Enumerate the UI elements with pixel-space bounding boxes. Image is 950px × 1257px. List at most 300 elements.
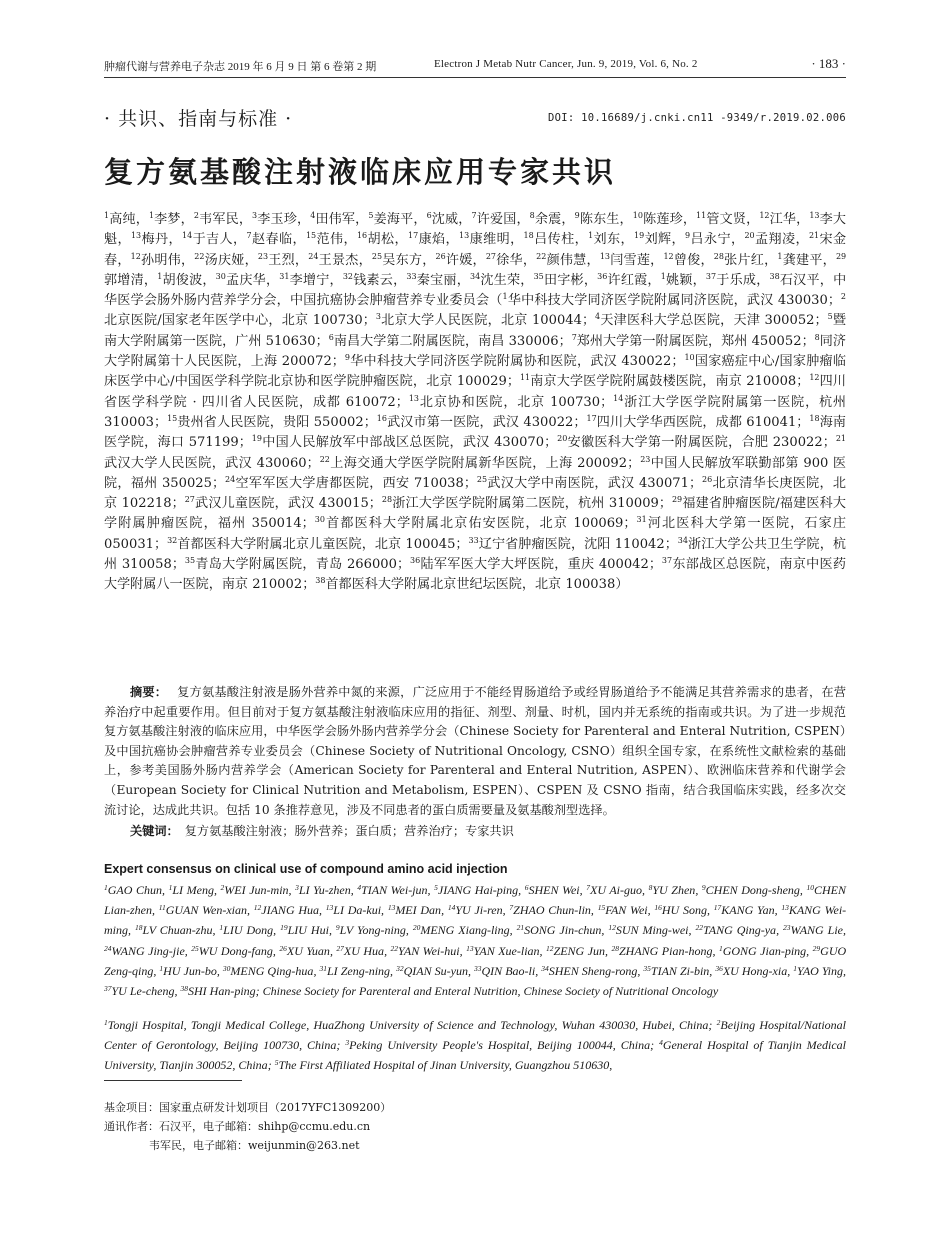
- affiliation-en: The First Affiliated Hospital of Jinan University, Guangzhou 510630,: [278, 1058, 613, 1073]
- affiliation-cn-marker: 12: [809, 373, 820, 383]
- author-name-en-marker: 1: [219, 923, 224, 933]
- affiliation-cn: 海南医学院，海口 571199: [104, 414, 846, 451]
- author-name-cn: 胡松: [367, 232, 395, 248]
- author-name-en: LI Yu-zhen: [298, 883, 351, 897]
- author-name-cn: 沈生荣: [480, 272, 521, 288]
- author-name-cn: 秦宝丽: [416, 272, 457, 288]
- author-name-en-marker: 33: [474, 963, 482, 973]
- author-name-en-marker: 24: [104, 943, 112, 953]
- author-name-en: KANG Yan: [721, 903, 775, 918]
- author-name-en: SHEN Wei: [528, 883, 580, 897]
- affiliation-cn: 四川大学华西医院，成都 610041: [596, 414, 797, 430]
- author-name-cn: 汤庆娅: [204, 252, 245, 268]
- author-name-en-marker: 9: [335, 923, 340, 933]
- author-name-en-marker: 22: [695, 923, 703, 933]
- author-name-en: XU Yuan: [286, 943, 330, 958]
- author-name-en-marker: 16: [654, 903, 662, 913]
- author-name-en-marker: 35: [643, 963, 651, 973]
- author-name-en: YU Ji-ren: [455, 903, 503, 918]
- author-name-cn-marker: 35: [533, 271, 544, 281]
- author-name-cn-marker: 1: [148, 211, 155, 220]
- author-name-en: ZHAO Chun-lin: [513, 903, 591, 918]
- author-name-cn-marker: 12: [759, 211, 770, 220]
- author-name-en-marker: 23: [783, 923, 791, 933]
- affiliation-cn-marker: 19: [251, 434, 262, 444]
- author-name-cn-marker: 16: [356, 231, 368, 241]
- affiliation-cn: 陆军军医大学大坪医院，重庆 400042: [420, 557, 649, 573]
- author-name-cn-marker: 7: [471, 211, 477, 220]
- affiliation-cn: 空军军医大学唐都医院，西安 710038: [235, 475, 464, 491]
- affiliation-cn: 武汉市第一医院，武汉 430022: [386, 414, 574, 430]
- author-name-cn-marker: 6: [426, 211, 432, 220]
- author-name-cn: 吕传柱: [533, 232, 575, 248]
- author-name-cn-marker: 12: [663, 251, 674, 261]
- affiliation-cn: 浙江大学公共卫生学院，杭州 310058: [104, 536, 846, 573]
- affiliation-cn: 南昌大学第二附属医院，南昌 330006: [333, 333, 559, 349]
- author-name-en: YU Zhen: [652, 883, 696, 897]
- author-name-cn: 孟庆华: [225, 272, 266, 288]
- author-name-en-marker: 12: [253, 903, 262, 913]
- author-name-cn-marker: 19: [634, 231, 645, 241]
- footnote-divider: [104, 1080, 242, 1081]
- author-name-en: LI Zeng-ning: [326, 963, 391, 978]
- author-name-cn-marker: 30: [215, 271, 226, 281]
- author-name-cn-marker: 15: [305, 231, 317, 241]
- author-name-cn-marker: 18: [523, 231, 534, 241]
- author-name-en: GONG Jian-ping: [722, 943, 807, 958]
- english-title: Expert consensus on clinical use of compound amino acid injection: [104, 862, 508, 876]
- affiliation-en: General Hospital of Tianjin Medical University, Tianjin 300052, China: [104, 1038, 847, 1073]
- author-name-cn: 梅丹: [141, 232, 169, 248]
- author-name-en: TIAN Zi-bin: [650, 963, 710, 978]
- author-name-cn: 郭增清: [104, 272, 144, 288]
- author-name-en: QIN Bao-li: [481, 963, 536, 978]
- author-name-en: CHEN Dong-sheng: [705, 883, 800, 897]
- author-name-cn: 于乐成: [716, 272, 757, 288]
- affiliation-cn-marker: 38: [315, 576, 326, 586]
- author-name-en: SUN Ming-wei: [615, 923, 689, 938]
- affiliation-cn-marker: 5: [827, 312, 833, 322]
- author-name-cn-marker: 25: [371, 251, 383, 261]
- author-name-cn: 王景杰: [318, 252, 359, 268]
- author-name-en-marker: 21: [516, 923, 525, 933]
- author-name-en: MEI Dan: [395, 903, 442, 918]
- author-name-cn: 田字彬: [543, 272, 584, 288]
- author-name-cn: 赵春临: [251, 232, 293, 248]
- author-name-cn-marker: 7: [246, 231, 252, 241]
- affiliation-en: Peking University People's Hospital, Beijing 100044, China: [349, 1038, 651, 1053]
- author-name-cn-marker: 27: [485, 251, 497, 261]
- affiliation-cn-marker: 2: [840, 292, 847, 302]
- author-name-cn-marker: 22: [536, 251, 547, 261]
- affiliation-cn-marker: 31: [636, 515, 647, 525]
- author-name-en-marker: 19: [280, 923, 288, 933]
- author-name-cn: 闫雪莲: [610, 252, 651, 268]
- author-name-en: LV Chuan-zhu: [142, 923, 213, 938]
- author-name-en-marker: 2: [220, 883, 225, 892]
- affiliation-cn-marker: 20: [557, 434, 568, 444]
- footnotes: [104, 1098, 391, 1155]
- author-name-cn-marker: 13: [599, 251, 610, 261]
- doi: DOI: 10.16689/j.cnki.cn11 -9349/r.2019.02.006: [548, 112, 846, 124]
- author-name-en: MENG Qing-hua: [230, 963, 314, 978]
- author-name-en: XU Hua: [343, 943, 385, 958]
- author-name-en-marker: 6: [524, 883, 529, 892]
- affiliation-cn: 国家癌症中心/国家肿瘤临床医学中心/中国医学科学院北京协和医学院肿瘤医院，北京 100029: [104, 354, 846, 390]
- author-name-cn: 孙明伟: [140, 252, 181, 268]
- affiliation-cn-marker: 21: [835, 434, 846, 444]
- affiliation-cn: 首都医科大学附属北京世纪坛医院，北京 100038: [325, 577, 616, 593]
- affiliation-cn: 华中科技大学同济医学院附属同济医院，武汉 430030: [507, 293, 828, 309]
- author-name-cn-marker: 38: [769, 271, 780, 281]
- author-name-en-marker: 3: [295, 883, 299, 892]
- affiliation-cn: 青岛大学附属医院，青岛 266000: [195, 557, 397, 573]
- affiliation-cn-marker: 22: [319, 454, 330, 464]
- affiliation-cn-marker: 6: [328, 332, 334, 342]
- affiliation-cn-marker: 32: [167, 535, 178, 545]
- author-name-cn: 吕永宁: [690, 232, 731, 248]
- author-name-cn: 姚颖: [665, 272, 693, 288]
- author-name-en: LI Da-kui: [333, 903, 382, 918]
- author-name-en: YAN Wei-hui: [398, 943, 460, 958]
- author-name-cn-marker: 9: [685, 231, 691, 241]
- affiliation-cn-marker: 24: [225, 474, 236, 484]
- author-name-en-marker: 28: [611, 943, 619, 953]
- author-name-en: SHI Han-ping: [188, 984, 256, 999]
- affiliation-cn: 同济大学附属第十人民医院，上海 200072: [104, 333, 846, 370]
- affiliation-cn: 北京大学人民医院，北京 100044: [380, 313, 582, 329]
- author-name-cn: 张片红: [723, 252, 765, 268]
- affiliation-cn-marker: 28: [381, 495, 393, 505]
- affiliation-cn: 北京医院/国家老年医学中心，北京 100730: [104, 313, 363, 329]
- author-name-en-marker: 8: [648, 883, 653, 892]
- affiliation-cn-marker: 8: [814, 332, 820, 342]
- affiliation-cn: 四川省医学科学院 · 四川省人民医院，成都 610072: [104, 374, 846, 410]
- author-name-en: QIAN Su-yun: [403, 963, 468, 978]
- affiliation-cn-marker: 7: [571, 332, 577, 342]
- affiliation-cn: 南京大学医学院附属鼓楼医院，南京 210008: [530, 374, 797, 390]
- author-name-en: LIU Hui: [287, 923, 329, 938]
- author-name-en: GUO Zeng-qing: [104, 943, 847, 978]
- keywords-text: 复方氨基酸注射液；肠外营养；蛋白质；营养治疗；专家共识: [184, 824, 514, 838]
- author-name-en-marker: 31: [319, 963, 327, 973]
- author-name-cn-marker: 10: [632, 211, 643, 220]
- affiliation-cn-marker: 27: [184, 495, 195, 505]
- author-name-en-marker: 9: [701, 883, 706, 892]
- author-affiliation-block: $^1$高纯，$^1$李梦，$^2$韦军民，$^3$李玉珍，$^4$田伟军，$^5$姜海平，$^6$沈威，$^7$许爱国，$^8$余震，$^9$陈东生，$^{10}$陈莲珍，$^{11}$管文贤，$^{12}$江华，$^{13}$李大魁，$^{13}$梅丹，$^{14}$于吉人，$^7$赵春临，$^{15}$范伟，$^{16}$胡松，$^{17}$康焰，$^{13}$康维明，$^{18}$吕传柱，$^1$刘东，$^{19}$刘辉，$^9$吕永宁，$^{20}$孟翔凌，$^{21}$宋金春，$^{12}$孙明伟，$^{22}$汤庆娅，$^{23}$王烈，$^{24}$王景杰，$^{25}$吴东方，$^{26}$许媛，$^{27}$徐华，$^{22}$颜伟慧，$^{13}$闫雪莲，$^{12}$曾俊，$^{28}$张片红，$^1$龚建平，$^{29}$郭增清，$^1$胡俊波，$^{30}$孟庆华，$^{31}$李增宁，$^{32}$钱素云，$^{33}$秦宝丽，$^{34}$沈生荣，$^{35}$田字彬，$^{36}$许红霞，$^1$姚颖，$^{37}$于乐成，$^{38}$石汉平，中华医学会肠外肠内营养学分会，中国抗癌协会肿瘤营养专业委员会（$^1$华中科技大学同济医学院附属同济医院，武汉 430030；$^2$北京医院/国家老年医学中心，北京 100730；$^3$北京大学人民医院，北京 100044；$^4$天津医科大学总医院，天津 300052；$^5$暨南大学附属第一医院，广州 510630；$^6$南昌大学第二附属医院，南昌 330006；$^7$郑州大学第一附属医院，郑州 450052；$^8$同济大学附属第十人民医院，上海 200072；$^9$华中科技大学同济医学院附属协和医院，武汉 430022；$^{10}$国家癌症中心/国家肿瘤临床医学中心/中国医学科学院北京协和医学院肿瘤医院，北京 100029；$^{11}$南京大学医学院附属鼓楼医院，南京 210008；$^{12}$四川省医学科学院 · 四川省人民医院，成都 610072；$^{13}$北京协和医院，北京 100730；$^{14}$浙江大学医学院附属第一医院，杭州 310003；$^{15}$贵州省人民医院，贵阳 550002；$^{16}$武汉市第一医院，武汉 430022；$^{17}$四川大学华西医院，成都 610041；$^{18}$海南医学院，海口 571199；$^{19}$中国人民解放军中部战区总医院，武汉 430070；$^{20}$安徽医科大学第一附属医院，合肥 230022；$^{21}$武汉大学人民医院，武汉 430060；$^{22}$上海交通大学医学院附属新华医院，上海 200092；$^{23}$中国人民解放军联勤部第 900 医院，福州 350025；$^{24}$空军军医大学唐都医院，西安 710038；$^{25}$武汉大学中南医院，武汉 430071；$^{26}$北京清华长庚医院，北京 102218；$^{27}$武汉儿童医院，武汉 430015；$^{28}$浙江大学医学院附属第二医院，杭州 310009；$^{29}$福建省肿瘤医院/福建医科大学附属肿瘤医院，福州 350014；$^{30}$首都医科大学附属北京佑安医院，北京 100069；$^{31}$河北医科大学第一医院，石家庄 050031；$^{32}$首都医科大学附属北京儿童医院，北京 100045；$^{33}$辽宁省肿瘤医院，沈阳 110042；$^{34}$浙江大学公共卫生学院，杭州 310058；$^{35}$青岛大学附属医院，青岛 266000；$^{36}$陆军军医大学大坪医院，重庆 400042；$^{37}$东部战区总医院，南京中医药大学附属八一医院，南京 210002；$^{38}$首都医科大学附属北京世纪坛医院，北京 100038）: [104, 211, 847, 593]
- author-name-en-marker: 4: [357, 883, 362, 892]
- author-name-cn-marker: 36: [597, 271, 608, 281]
- affiliation-cn-marker: 10: [684, 353, 695, 363]
- author-name-en: SHEN Sheng-rong: [548, 963, 638, 978]
- author-name-en: LV Yong-ning: [339, 923, 406, 938]
- affiliation-cn: 武汉大学中南医院，武汉 430071: [487, 475, 689, 491]
- author-name-cn-marker: 4: [310, 211, 316, 220]
- author-name-cn: 韦军民: [198, 212, 239, 227]
- author-name-cn-marker: 1: [157, 271, 163, 281]
- affiliation-cn: 武汉大学人民医院，武汉 430060: [104, 455, 307, 471]
- affiliation-cn-marker: 16: [376, 413, 387, 423]
- affiliation-cn: 郑州大学第一附属医院，郑州 450052: [576, 333, 802, 349]
- author-name-cn-marker: 8: [529, 211, 535, 220]
- author-name-cn: 李梦: [154, 212, 181, 227]
- author-name-en: GAO Chun: [107, 883, 163, 897]
- affiliation-cn: 辽宁省肿瘤医院，沈阳 110042: [478, 536, 665, 552]
- author-name-en-marker: 32: [396, 963, 404, 973]
- running-header: [104, 56, 846, 76]
- author-name-cn: 吴东方: [382, 252, 423, 268]
- author-name-en-marker: 1: [159, 963, 164, 973]
- affiliation-cn-marker: 30: [314, 515, 325, 525]
- author-name-en: CHEN Lian-zhen: [104, 883, 847, 918]
- author-name-cn: 江华: [769, 212, 797, 227]
- author-name-cn: 田伟军: [315, 212, 356, 227]
- affiliation-cn: 东部战区总医院，南京中医药大学附属八一医院，南京 210002: [104, 557, 846, 593]
- author-name-cn: 孟翔凌: [754, 232, 796, 248]
- affiliation-en-marker: 2: [716, 1018, 721, 1027]
- keywords-label: 关键词：: [130, 824, 179, 838]
- affiliation-cn: 北京清华长庚医院，北京 102218: [104, 475, 846, 512]
- affiliation-cn-marker: 33: [468, 535, 479, 545]
- affiliation-cn-marker: 26: [702, 474, 713, 484]
- author-name-cn-marker: 14: [182, 231, 193, 241]
- author-name-en-marker: 26: [279, 943, 287, 953]
- author-name-en: HU Song: [661, 903, 707, 918]
- author-name-en-marker: 12: [608, 923, 616, 933]
- author-name-cn-marker: 26: [435, 251, 446, 261]
- author-name-cn: 石汉平: [779, 272, 820, 288]
- abstract: [104, 683, 846, 820]
- author-name-cn-marker: 5: [368, 211, 374, 220]
- author-name-en-marker: 37: [104, 984, 112, 994]
- author-name-cn-marker: 22: [194, 251, 205, 261]
- affiliation-cn: 暨南大学附属第一医院，广州 510630: [104, 313, 847, 349]
- affiliation-cn-marker: 14: [613, 393, 624, 403]
- english-author-list: [104, 880, 846, 1001]
- author-name-en-marker: 18: [134, 923, 143, 933]
- section-label: · 共识、指南与标准 ·: [104, 108, 293, 130]
- author-name-cn: 曾俊: [673, 252, 701, 268]
- author-name-en-marker: 14: [447, 903, 456, 913]
- journal-name-cn: 肿瘤代谢与营养电子杂志 2019 年 6 月 9 日 第 6 卷第 2 期: [104, 61, 377, 73]
- affiliation-cn: 武汉儿童医院，武汉 430015: [194, 496, 369, 512]
- author-name-en: YU Le-cheng: [111, 984, 175, 999]
- author-name-cn-marker: 29: [835, 251, 847, 261]
- author-name-cn-marker: 28: [713, 251, 724, 261]
- author-name-en: WANG Jing-jie: [111, 943, 185, 958]
- affiliation-cn-marker: 3: [375, 312, 381, 322]
- affiliation-cn-marker: 37: [661, 556, 673, 566]
- author-name-en: WEI Jun-min: [224, 883, 289, 897]
- affiliation-en-marker: 5: [274, 1058, 279, 1068]
- affiliation-en: Beijing Hospital/National Center of Gerontology, Beijing 100730, China: [104, 1018, 847, 1053]
- society-names-cn: 中华医学会肠外肠内营养学分会，中国抗癌协会肿瘤营养专业委员会: [104, 272, 847, 309]
- author-name-cn: 徐华: [496, 252, 523, 268]
- author-name-en: JIANG Hai-ping: [437, 883, 519, 897]
- author-name-cn: 刘辉: [644, 232, 672, 248]
- author-name-en-marker: 13: [325, 903, 334, 913]
- english-affiliations: $^1$Tongji Hospital, Tongji Medical College, HuaZhong University of Science and Technology, Wuhan 430030, Hubei, China; $^2$Beijing Hospital/National Center of Gerontology, Beijing 100730, China; $^3$Peking University People's Hospital, Beijing 100044, China; $^4$General Hospital of Tianjin Medical University, Tianjin 300052, China; $^5$The First Affiliated Hospital of Jinan University, Guangzhou 510630,: [104, 1018, 847, 1073]
- article-title: 复方氨基酸注射液临床应用专家共识: [104, 155, 617, 189]
- affiliation-cn-marker: 35: [184, 556, 196, 566]
- author-name-cn-marker: 32: [342, 271, 354, 281]
- author-name-en: FAN Wei: [605, 903, 648, 918]
- author-name-cn-marker: 2: [193, 211, 199, 220]
- affiliation-cn-marker: 29: [671, 495, 683, 505]
- affiliation-cn: 河北医科大学第一医院，石家庄 050031: [104, 516, 846, 552]
- affiliation-list-cn: $^1$华中科技大学同济医学院附属同济医院，武汉 430030；$^2$北京医院/国家老年医学中心，北京 100730；$^3$北京大学人民医院，北京 100044；$^4$天津医科大学总医院，天津 300052；$^5$暨南大学附属第一医院，广州 510630；$^6$南昌大学第二附属医院，南昌 330006；$^7$郑州大学第一附属医院，郑州 450052；$^8$同济大学附属第十人民医院，上海 200072；$^9$华中科技大学同济医学院附属协和医院，武汉 430022；$^{10}$国家癌症中心/国家肿瘤临床医学中心/中国医学科学院北京协和医学院肿瘤医院，北京 100029；$^{11}$南京大学医学院附属鼓楼医院，南京 210008；$^{12}$四川省医学科学院 · 四川省人民医院，成都 610072；$^{13}$北京协和医院，北京 100730；$^{14}$浙江大学医学院附属第一医院，杭州 310003；$^{15}$贵州省人民医院，贵阳 550002；$^{16}$武汉市第一医院，武汉 430022；$^{17}$四川大学华西医院，成都 610041；$^{18}$海南医学院，海口 571199；$^{19}$中国人民解放军中部战区总医院，武汉 430070；$^{20}$安徽医科大学第一附属医院，合肥 230022；$^{21}$武汉大学人民医院，武汉 430060；$^{22}$上海交通大学医学院附属新华医院，上海 200092；$^{23}$中国人民解放军联勤部第 900 医院，福州 350025；$^{24}$空军军医大学唐都医院，西安 710038；$^{25}$武汉大学中南医院，武汉 430071；$^{26}$北京清华长庚医院，北京 102218；$^{27}$武汉儿童医院，武汉 430015；$^{28}$浙江大学医学院附属第二医院，杭州 310009；$^{29}$福建省肿瘤医院/福建医科大学附属肿瘤医院，福州 350014；$^{30}$首都医科大学附属北京佑安医院，北京 100069；$^{31}$河北医科大学第一医院，石家庄 050031；$^{32}$首都医科大学附属北京儿童医院，北京 100045；$^{33}$辽宁省肿瘤医院，沈阳 110042；$^{34}$浙江大学公共卫生学院，杭州 310058；$^{35}$青岛大学附属医院，青岛 266000；$^{36}$陆军军医大学大坪医院，重庆 400042；$^{37}$东部战区总医院，南京中医药大学附属八一医院，南京 210002；$^{38}$首都医科大学附属北京世纪坛医院，北京 100038: [104, 292, 847, 593]
- author-name-cn: 康维明: [469, 232, 511, 248]
- author-name-en: YAO Ying: [797, 963, 844, 978]
- affiliation-cn-marker: 13: [408, 393, 420, 403]
- affiliation-cn-marker: 15: [167, 413, 178, 423]
- author-name-en: YAN Xue-lian: [473, 943, 540, 958]
- author-name-en-marker: 7: [509, 903, 514, 913]
- affiliation-en-marker: 1: [104, 1018, 108, 1027]
- author-name-cn: 康焰: [418, 232, 446, 248]
- corresponding-author-2: 韦军民，电子邮箱：weijunmin@263.net: [149, 1139, 360, 1152]
- author-name-en-marker: 13: [781, 903, 789, 913]
- journal-name-en: Electron J Metab Nutr Cancer, Jun. 9, 2019, Vol. 6, No. 2: [434, 58, 698, 70]
- author-name-en-marker: 5: [434, 883, 438, 892]
- author-name-en: ZENG Jun: [553, 943, 605, 958]
- affiliation-cn-marker: 18: [809, 413, 820, 423]
- author-name-cn-marker: 33: [406, 271, 417, 281]
- author-name-cn: 龚建平: [782, 252, 823, 268]
- author-name-en: JIANG Hua: [261, 903, 320, 918]
- author-name-en-marker: 20: [412, 923, 421, 933]
- author-name-en: GUAN Wen-xian: [165, 903, 248, 918]
- author-name-en: LI Meng: [172, 883, 214, 897]
- author-name-cn: 胡俊波: [162, 272, 203, 288]
- author-name-en-marker: 27: [336, 943, 344, 953]
- author-name-en-marker: 10: [806, 883, 815, 892]
- author-name-en-marker: 34: [541, 963, 549, 973]
- author-name-cn-marker: 1: [588, 231, 594, 241]
- author-name-cn-marker: 3: [252, 211, 258, 220]
- author-name-en: WANG Lie: [790, 923, 843, 938]
- author-list-cn: $^1$高纯，$^1$李梦，$^2$韦军民，$^3$李玉珍，$^4$田伟军，$^5$姜海平，$^6$沈威，$^7$许爱国，$^8$余震，$^9$陈东生，$^{10}$陈莲珍，$^{11}$管文贤，$^{12}$江华，$^{13}$李大魁，$^{13}$梅丹，$^{14}$于吉人，$^7$赵春临，$^{15}$范伟，$^{16}$胡松，$^{17}$康焰，$^{13}$康维明，$^{18}$吕传柱，$^1$刘东，$^{19}$刘辉，$^9$吕永宁，$^{20}$孟翔凌，$^{21}$宋金春，$^{12}$孙明伟，$^{22}$汤庆娅，$^{23}$王烈，$^{24}$王景杰，$^{25}$吴东方，$^{26}$许媛，$^{27}$徐华，$^{22}$颜伟慧，$^{13}$闫雪莲，$^{12}$曾俊，$^{28}$张片红，$^1$龚建平，$^{29}$郭增清，$^1$胡俊波，$^{30}$孟庆华，$^{31}$李增宁，$^{32}$钱素云，$^{33}$秦宝丽，$^{34}$沈生荣，$^{35}$田字彬，$^{36}$许红霞，$^1$姚颖，$^{37}$于乐成，$^{38}$石汉平，: [104, 211, 847, 288]
- affiliation-cn: 天津医科大学总医院，天津 300052: [600, 313, 815, 329]
- author-name-cn-marker: 1: [777, 251, 783, 261]
- header-divider: [104, 77, 846, 78]
- author-name-cn: 刘东: [593, 232, 621, 248]
- author-name-en: SONG Jin-chun: [524, 923, 602, 938]
- affiliation-cn: 安徽医科大学第一附属医院，合肥 230022: [567, 435, 823, 451]
- author-name-en: HU Jun-bo: [163, 963, 217, 978]
- author-name-cn: 李大魁: [104, 212, 846, 248]
- author-name-cn-marker: 31: [279, 271, 290, 281]
- english-society-names: Chinese Society for Parenteral and Enteral Nutrition, Chinese Society of Nutritional Oncology: [262, 984, 719, 999]
- author-name-cn-marker: 9: [574, 211, 580, 220]
- author-name-cn: 管文贤: [706, 212, 747, 227]
- author-name-en: TIAN Wei-jun: [361, 883, 428, 897]
- author-name-cn: 许媛: [445, 252, 473, 268]
- author-name-en-marker: 17: [713, 903, 722, 913]
- affiliation-cn-marker: 34: [677, 535, 688, 545]
- author-name-cn-marker: 23: [257, 251, 269, 261]
- author-name-cn: 陈东生: [579, 212, 620, 227]
- author-name-cn: 范伟: [316, 232, 344, 248]
- author-name-en-marker: 36: [715, 963, 723, 973]
- affiliation-cn: 北京协和医院，北京 100730: [419, 394, 601, 410]
- author-name-cn-marker: 24: [308, 251, 319, 261]
- author-name-en-marker: 22: [390, 943, 399, 953]
- author-name-en-marker: 1: [168, 883, 173, 892]
- author-name-en: XU Ai-guo: [589, 883, 643, 897]
- author-name-en-marker: 13: [466, 943, 474, 953]
- affiliation-en-marker: 3: [345, 1038, 350, 1048]
- author-name-en-marker: 1: [718, 943, 723, 953]
- author-name-en-marker: 25: [191, 943, 199, 953]
- fund-note: 基金项目：国家重点研发计划项目（2017YFC1309200）: [104, 1101, 392, 1114]
- author-name-cn: 王烈: [268, 252, 295, 268]
- affiliation-cn-marker: 11: [519, 373, 531, 383]
- affiliation-cn: 中国人民解放军联勤部第 900 医院，福州 350025: [104, 455, 846, 491]
- author-name-cn-marker: 20: [744, 231, 755, 241]
- author-name-en: ZHANG Pian-hong: [618, 943, 713, 958]
- author-name-cn-marker: 12: [130, 251, 141, 261]
- author-name-cn-marker: 11: [696, 211, 707, 220]
- author-name-en-marker: 15: [597, 903, 606, 913]
- author-name-cn: 宋金春: [104, 232, 847, 268]
- author-name-cn-marker: 17: [408, 231, 419, 241]
- corresponding-author-1: 通讯作者：石汉平，电子邮箱：shihp@ccmu.edu.cn: [104, 1120, 371, 1133]
- affiliation-cn: 浙江大学医学院附属第二医院，杭州 310009: [392, 496, 659, 512]
- author-name-cn-marker: 13: [459, 231, 470, 241]
- author-name-cn-marker: 21: [808, 231, 820, 241]
- affiliation-en: Tongji Hospital, Tongji Medical College, HuaZhong University of Science and Technology, Wuhan 430030, Hubei, China: [107, 1018, 709, 1032]
- author-name-cn: 许爱国: [476, 212, 517, 227]
- affiliation-cn-marker: 9: [344, 353, 350, 363]
- author-name-en-marker: 7: [586, 883, 590, 892]
- author-name-cn: 陈莲珍: [642, 212, 683, 227]
- author-name-en-marker: 1: [793, 963, 798, 973]
- author-name-cn: 钱素云: [353, 272, 394, 288]
- affiliation-cn: 首都医科大学附属北京佑安医院，北京 100069: [324, 516, 624, 532]
- author-name-cn: 许红霞: [607, 272, 648, 288]
- affiliation-cn: 福建省肿瘤医院/福建医科大学附属肿瘤医院，福州 350014: [104, 496, 846, 532]
- author-name-cn-marker: 37: [705, 271, 717, 281]
- keywords: [130, 822, 514, 839]
- author-name-en: XU Hong-xia: [722, 963, 788, 978]
- affiliation-cn: 浙江大学医学院附属第一医院，杭州 310003: [104, 394, 846, 430]
- abstract-label: 摘要：: [130, 685, 168, 699]
- author-name-cn: 李增宁: [289, 272, 330, 288]
- author-name-cn-marker: 13: [130, 231, 142, 241]
- author-name-cn: 李玉珍: [257, 212, 297, 227]
- author-name-en: MENG Xiang-ling: [420, 923, 510, 938]
- page-number: · 183 ·: [811, 56, 846, 71]
- author-name-cn-marker: 1: [660, 271, 666, 281]
- author-name-cn: 余震: [534, 212, 562, 227]
- author-name-en: KANG Wei-ming: [104, 903, 847, 938]
- affiliation-cn-marker: 17: [586, 413, 597, 423]
- affiliation-cn: 贵州省人民医院，贵阳 550002: [177, 414, 364, 430]
- affiliation-cn: 中国人民解放军中部战区总医院，武汉 430070: [261, 435, 545, 451]
- author-name-cn-marker: 34: [469, 271, 481, 281]
- author-name-en-marker: 12: [546, 943, 554, 953]
- author-name-cn: 高纯: [109, 212, 136, 227]
- affiliation-cn: 上海交通大学医学院附属新华医院，上海 200092: [329, 455, 628, 471]
- author-name-cn-marker: 1: [104, 211, 110, 220]
- author-name-en: LIU Dong: [223, 923, 274, 938]
- author-name-en-marker: 38: [180, 984, 188, 994]
- author-name-en-marker: 11: [158, 903, 166, 913]
- author-name-en-marker: 30: [222, 963, 231, 973]
- affiliation-en-marker: 4: [659, 1038, 663, 1048]
- affiliation-cn: 华中科技大学同济医学院附属协和医院，武汉 430022: [349, 354, 672, 370]
